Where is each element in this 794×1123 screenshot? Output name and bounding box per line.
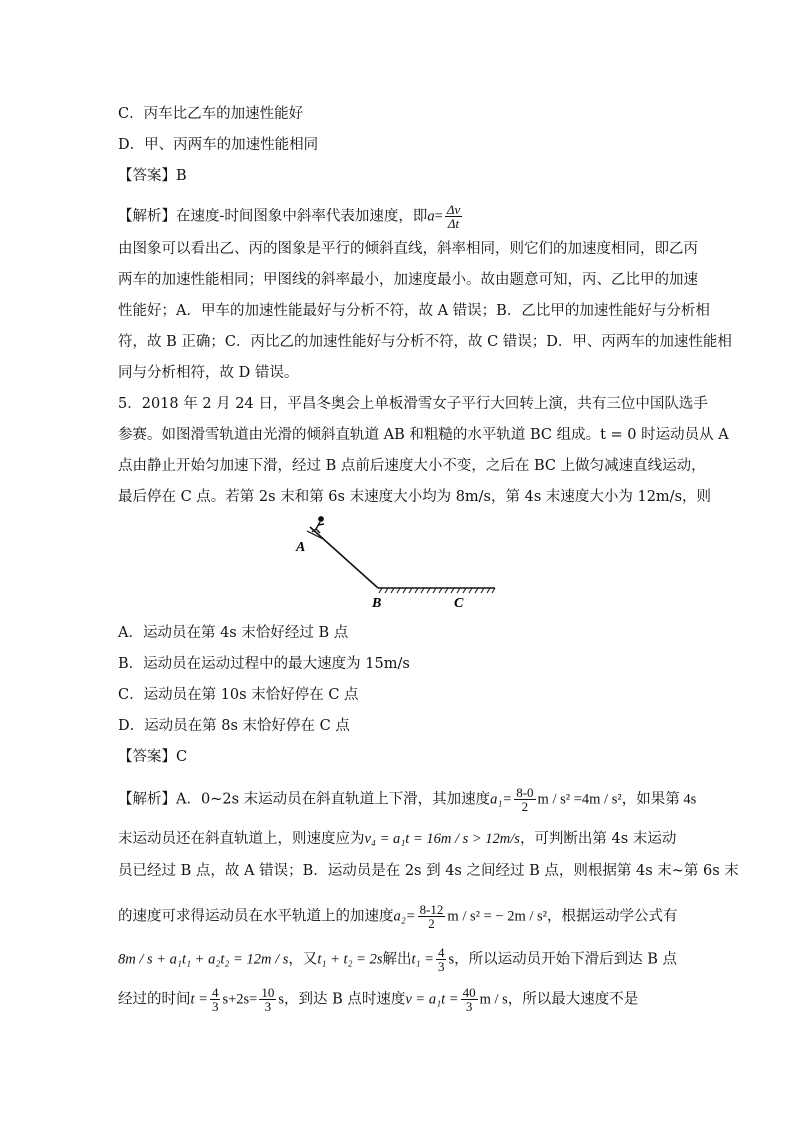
analysis-text: 解出 bbox=[382, 951, 412, 968]
fraction-den: Δt bbox=[445, 216, 462, 230]
fraction-den: 3 bbox=[461, 999, 478, 1013]
fraction-den: 2 bbox=[418, 916, 446, 930]
math-equation: 8m / s + a₁t₁ + a₂t₂ = 12m / s bbox=[118, 951, 289, 968]
incline-track-ab bbox=[310, 527, 378, 588]
option-d-prev: D．甲、丙两车的加速性能相同 bbox=[118, 137, 319, 153]
fraction-num: 4 bbox=[437, 945, 445, 960]
fraction-8-12-over-2 bbox=[418, 903, 446, 930]
analysis-line4 bbox=[118, 903, 678, 930]
ski-track-figure bbox=[290, 515, 510, 613]
fraction-8-0-over-2 bbox=[514, 786, 535, 813]
option-b: B．运动员在运动过程中的最大速度为 15m/s bbox=[118, 656, 410, 672]
math-text: s+2s= bbox=[222, 991, 258, 1008]
analysis-prev-line3: 两车的加速性能相同；甲图线的斜率最小，加速度最小。故由题意可知，丙、乙比甲的加速 bbox=[118, 272, 698, 288]
analysis-line6 bbox=[118, 986, 638, 1013]
analysis-label-text: 【解析】在速度-时间图象中斜率代表加速度，即 bbox=[118, 208, 428, 225]
fraction-den: 3 bbox=[437, 959, 445, 974]
math-equation: t₁ + t₂ = 2s bbox=[317, 951, 383, 968]
analysis-line2 bbox=[118, 829, 676, 849]
skier-icon bbox=[307, 517, 324, 539]
fraction-den: 3 bbox=[211, 999, 219, 1014]
fraction-40-over-3 bbox=[461, 986, 478, 1013]
question-5-line3: 点由静止开始匀加速下滑，经过 B 点前后速度大小不变，之后在 BC 上做匀减速直线运动， bbox=[118, 458, 706, 474]
math-unit: s bbox=[448, 951, 455, 968]
analysis-line5 bbox=[118, 946, 677, 973]
option-c-prev: C．丙车比乙车的加速性能好 bbox=[118, 106, 304, 122]
analysis-prev-line4: 性能好；A．甲车的加速性能最好与分析不符，故 A 错误；B．乙比甲的加速性能好与分析相 bbox=[118, 303, 710, 319]
math-a1: a₁= bbox=[490, 791, 513, 808]
analysis-prev-line1 bbox=[118, 203, 464, 230]
question-5-line4: 最后停在 C 点。若第 2s 末和第 6s 末速度大小均为 8m/s，第 4s 末速度大小为 12m/s，则 bbox=[118, 489, 712, 505]
question-5-line2: 参赛。如图滑雪轨道由光滑的倾斜直轨道 AB 和粗糙的水平轨道 BC 组成。t = 0 时运动员从 A bbox=[118, 427, 729, 443]
math-a2: a₂= bbox=[393, 908, 416, 925]
fraction-num: 10 bbox=[261, 985, 275, 1000]
fraction-den: 3 bbox=[259, 999, 276, 1013]
analysis-line3: 员已经过 B 点，故 A 错误；B．运动员是在 2s 到 4s 之间经过 B 点，则根据第 4s 末~第 6s 末 bbox=[118, 863, 739, 879]
fraction-num: 8-12 bbox=[419, 902, 444, 917]
analysis-text: 【解析】A．0~2s 末运动员在斜直轨道上下滑，其加速度 bbox=[118, 791, 491, 808]
fraction-num: 40 bbox=[462, 985, 476, 1000]
math-unit: s bbox=[278, 991, 284, 1008]
analysis-text: 的速度可求得运动员在水平轨道上的加速度 bbox=[118, 908, 394, 925]
analysis-line1 bbox=[118, 786, 696, 813]
fraction-num: Δv bbox=[446, 202, 461, 217]
analysis-text: ，所以最大速度不是 bbox=[507, 991, 639, 1008]
label-a: A bbox=[296, 540, 306, 555]
fraction-num: 8-0 bbox=[516, 785, 534, 800]
label-b: B bbox=[372, 596, 382, 611]
math-a: a bbox=[427, 208, 435, 225]
fraction-dv-dt bbox=[445, 203, 462, 230]
math-eq: = bbox=[434, 208, 443, 225]
math-t1: t₁ = bbox=[411, 951, 434, 968]
option-a: A．运动员在第 4s 末恰好经过 B 点 bbox=[118, 625, 349, 641]
math-unit: m / s bbox=[479, 991, 508, 1008]
analysis-prev-line2: 由图象可以看出乙、丙的图象是平行的倾斜直线，斜率相同，则它们的加速度相同，即乙丙 bbox=[118, 241, 698, 257]
math-t: t = bbox=[190, 991, 208, 1008]
question-5-line1: 5．2018 年 2 月 24 日，平昌冬奥会上单板滑雪女子平行大回转上演，共有三位中国队选手 bbox=[118, 396, 708, 412]
fraction-4-over-3 bbox=[436, 946, 447, 973]
fraction-den: 2 bbox=[514, 799, 535, 813]
label-c: C bbox=[454, 596, 464, 611]
analysis-prev-line5: 符，故 B 正确；C．丙比乙的加速性能好与分析不符，故 C 错误；D．甲、丙两车的加速性能相 bbox=[118, 334, 732, 350]
option-c: C．运动员在第 10s 末恰好停在 C 点 bbox=[118, 687, 359, 703]
answer: 【答案】C bbox=[118, 749, 188, 765]
math-unit-text: m / s² = − 2m / s² bbox=[447, 908, 547, 925]
math-v4: v₄ = a₁t = 16m / s > 12m/s bbox=[364, 831, 520, 847]
analysis-text: ，可判断出第 4s 末运动 bbox=[519, 831, 677, 847]
analysis-prev-line6: 同与分析相符，故 D 错误。 bbox=[118, 365, 299, 381]
fraction-4-over-3 bbox=[210, 986, 221, 1013]
analysis-text: ，又 bbox=[288, 951, 318, 968]
math-v: v = a₁t = bbox=[405, 991, 459, 1008]
option-d: D．运动员在第 8s 末恰好停在 C 点 bbox=[118, 718, 350, 734]
analysis-text: 末运动员还在斜直轨道上，则速度应为 bbox=[118, 831, 365, 847]
math-unit-text: m / s² =4m / s²，如果第 4s bbox=[537, 791, 697, 808]
analysis-text: 经过的时间 bbox=[118, 991, 191, 1008]
analysis-text: ，到达 B 点时速度 bbox=[284, 991, 406, 1008]
analysis-text: ，所以运动员开始下滑后到达 B 点 bbox=[454, 951, 677, 968]
fraction-10-over-3 bbox=[259, 986, 276, 1013]
analysis-text: ，根据运动学公式有 bbox=[547, 908, 678, 925]
answer-prev: 【答案】B bbox=[118, 168, 187, 184]
fraction-num: 4 bbox=[211, 985, 219, 1000]
